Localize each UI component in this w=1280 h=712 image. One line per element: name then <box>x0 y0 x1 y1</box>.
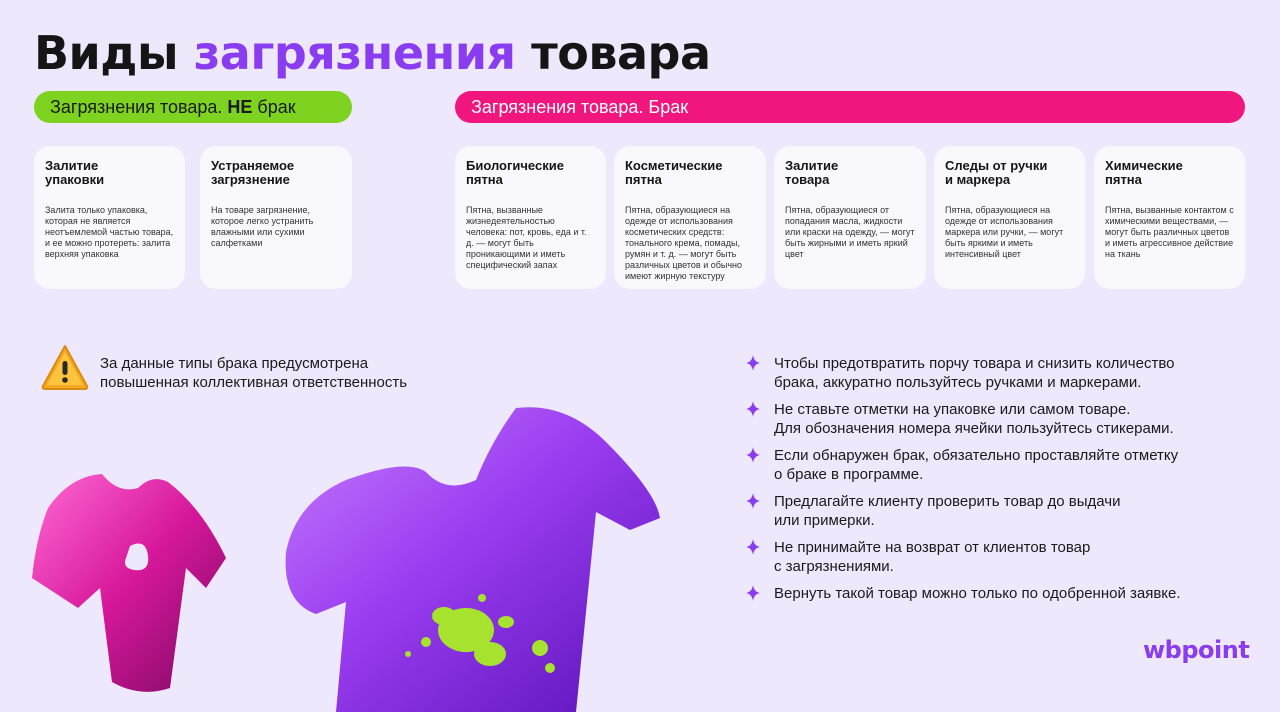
card-package-spill <box>34 146 185 289</box>
sparkle-icon <box>746 401 760 417</box>
page-title <box>34 26 711 80</box>
warning-line: повышенная коллективная ответственность <box>100 374 408 391</box>
sparkle-icon <box>746 539 760 555</box>
list-item <box>746 354 1246 392</box>
card-title: Следы от ручки и маркера <box>945 158 1048 187</box>
sparkle-icon <box>746 493 760 509</box>
tips-list <box>746 354 1246 611</box>
tip-line: Чтобы предотвратить порчу товара и снизить количество <box>774 355 1175 372</box>
sparkle-icon <box>746 355 760 371</box>
card-title: Устраняемое загрязнение <box>211 158 295 187</box>
not-defect-bold: НЕ <box>227 97 253 117</box>
card-pen-marker <box>934 146 1085 289</box>
card-title: Биологические пятна <box>466 158 564 187</box>
card-desc: Пятна, вызванные контактом с химическими веществами, — могут быть различных цветов и иметь агрессивное действие на ткань <box>1105 205 1234 259</box>
list-item <box>746 538 1246 576</box>
title-part2: товара <box>515 26 711 80</box>
card-desc: Пятна, вызванные жизнедеятельностью человека: пот, кровь, еда и т. д. — могут быть проникающими и иметь специфический запах <box>466 205 587 270</box>
tip-line: брака, аккуратно пользуйтесь ручками и маркерами. <box>774 374 1142 391</box>
tip-line: Для обозначения номера ячейки пользуйтесь стикерами. <box>774 420 1174 437</box>
card-title: Залитие упаковки <box>45 158 105 187</box>
not-defect-prefix: Загрязнения товара. <box>50 97 228 117</box>
title-part1: Виды <box>34 26 194 80</box>
card-desc: На товаре загрязнение, которое легко устранить влажными или сухими салфетками <box>211 205 314 248</box>
warning-triangle-icon <box>40 342 90 392</box>
tip-line: Предлагайте клиенту проверить товар до выдачи <box>774 493 1121 510</box>
tip-line: Вернуть такой товар можно только по одобренной заявке. <box>774 585 1181 602</box>
list-item <box>746 446 1246 484</box>
warning-text <box>100 354 407 392</box>
purple-shirt-illustration <box>276 402 666 712</box>
list-item <box>746 584 1246 603</box>
list-item <box>746 400 1246 438</box>
card-biological-stains <box>455 146 606 289</box>
defect-pill <box>455 91 1245 123</box>
card-product-spill <box>774 146 926 289</box>
tip-line: с загрязнениями. <box>774 558 894 575</box>
tip-line: или примерки. <box>774 512 875 529</box>
card-title: Химические пятна <box>1105 158 1183 187</box>
tip-line: Не принимайте на возврат от клиентов товар <box>774 539 1091 556</box>
warning-line: За данные типы брака предусмотрена <box>100 355 369 372</box>
card-desc: Пятна, образующиеся от попадания масла, жидкости или краски на одежду, — могут быть жирными и иметь яркий цвет <box>785 205 915 259</box>
card-desc: Пятна, образующиеся на одежде от использования косметических средств: тонального крема, помады, румян и т. д. — могут быть различных цветов и обычно имеют жирную текстуру <box>625 205 743 281</box>
card-desc: Залита только упаковка, которая не является неотъемлемой частью товара, и ее можно протереть: залита верхняя упаковка <box>45 205 174 259</box>
sparkle-icon <box>746 585 760 601</box>
card-cosmetic-stains <box>614 146 766 289</box>
title-accent: загрязнения <box>193 26 516 80</box>
not-defect-pill <box>34 91 352 123</box>
card-title: Косметические пятна <box>625 158 723 187</box>
card-desc: Пятна, образующиеся на одежде от использования маркера или ручки, — могут быть яркими и иметь интенсивный цвет <box>945 205 1064 259</box>
list-item <box>746 492 1246 530</box>
tip-line: о браке в программе. <box>774 466 924 483</box>
card-removable-dirt <box>200 146 352 289</box>
card-chemical-stains <box>1094 146 1245 289</box>
defect-label: Загрязнения товара. Брак <box>471 97 689 117</box>
card-title: Залитие товара <box>785 158 839 187</box>
sparkle-icon <box>746 447 760 463</box>
tip-line: Если обнаружен брак, обязательно проставляйте отметку <box>774 447 1179 464</box>
tip-line: Не ставьте отметки на упаковке или самом товаре. <box>774 401 1131 418</box>
not-defect-suffix: брак <box>252 97 296 117</box>
pink-shirt-illustration <box>30 468 230 698</box>
wbpoint-logo: wbpoint <box>1143 636 1250 664</box>
